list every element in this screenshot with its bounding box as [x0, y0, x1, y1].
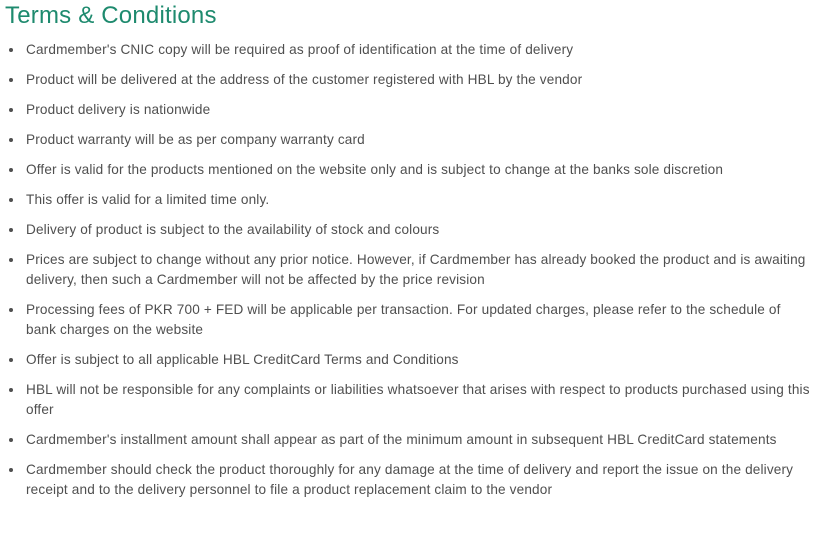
- list-item: [5, 250, 811, 290]
- list-item: [5, 40, 811, 60]
- list-item: [5, 350, 811, 370]
- bullet-icon: [9, 358, 13, 362]
- bullet-icon: [9, 78, 13, 82]
- list-item: [5, 70, 811, 90]
- bullet-icon: [9, 48, 13, 52]
- list-item-text: Offer is subject to all applicable HBL CreditCard Terms and Conditions: [26, 352, 459, 367]
- bullet-icon: [9, 438, 13, 442]
- list-item: [5, 160, 811, 180]
- list-item: [5, 300, 811, 340]
- list-item-text: Delivery of product is subject to the availability of stock and colours: [26, 222, 440, 237]
- list-item: [5, 130, 811, 150]
- bullet-icon: [9, 388, 13, 392]
- list-item-text: Product delivery is nationwide: [26, 102, 211, 117]
- list-item: [5, 430, 811, 450]
- bullet-icon: [9, 468, 13, 472]
- terms-list: [5, 40, 811, 500]
- bullet-icon: [9, 108, 13, 112]
- list-item-text: Cardmember's installment amount shall appear as part of the minimum amount in subsequent HBL CreditCard statements: [26, 432, 777, 447]
- list-item: [5, 100, 811, 120]
- list-item-text: Processing fees of PKR 700 + FED will be applicable per transaction. For updated charges, please refer to the schedule of bank charges on the website: [26, 302, 781, 337]
- list-item-text: Prices are subject to change without any prior notice. However, if Cardmember has already booked the product and is awaiting delivery, then such a Cardmember will not be affected by the price revision: [26, 252, 806, 287]
- list-item-text: Product warranty will be as per company warranty card: [26, 132, 365, 147]
- terms-section: [5, 0, 811, 510]
- bullet-icon: [9, 258, 13, 262]
- bullet-icon: [9, 138, 13, 142]
- list-item: [5, 190, 811, 210]
- page-title: Terms & Conditions: [5, 2, 217, 29]
- list-item-text: Cardmember's CNIC copy will be required as proof of identification at the time of delivery: [26, 42, 574, 57]
- bullet-icon: [9, 228, 13, 232]
- list-item: [5, 460, 811, 500]
- bullet-icon: [9, 168, 13, 172]
- bullet-icon: [9, 198, 13, 202]
- list-item-text: HBL will not be responsible for any complaints or liabilities whatsoever that arises with respect to products purchased using this offer: [26, 382, 810, 417]
- bullet-icon: [9, 308, 13, 312]
- list-item: [5, 220, 811, 240]
- list-item-text: Offer is valid for the products mentioned on the website only and is subject to change at the banks sole discretion: [26, 162, 724, 177]
- list-item-text: Cardmember should check the product thoroughly for any damage at the time of delivery and report the issue on the delivery receipt and to the delivery personnel to file a product replacement claim to the vendor: [26, 462, 794, 497]
- list-item-text: Product will be delivered at the address of the customer registered with HBL by the vendor: [26, 72, 583, 87]
- list-item: [5, 380, 811, 420]
- list-item-text: This offer is valid for a limited time only.: [26, 192, 270, 207]
